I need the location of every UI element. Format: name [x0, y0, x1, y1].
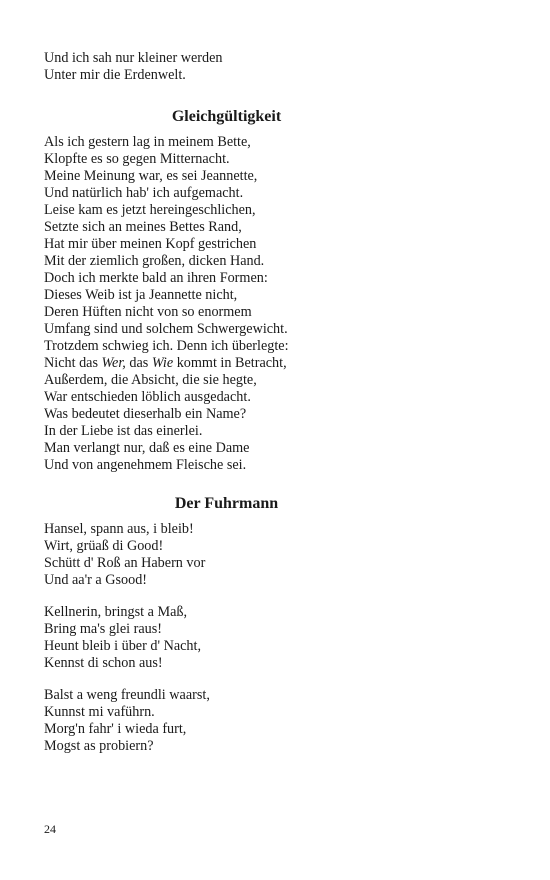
- poem-line: Als ich gestern lag in meinem Bette,: [44, 134, 251, 150]
- line-text: Nicht das: [44, 355, 102, 371]
- poem-line: Balst a weng freundli waarst,: [44, 687, 210, 703]
- poem-line: War entschieden löblich ausgedacht.: [44, 389, 251, 405]
- previous-poem-ending: [44, 50, 222, 84]
- poem-gleichgueltigkeit-body: [44, 134, 289, 474]
- line-text: das: [125, 355, 152, 371]
- poem-line: Außerdem, die Absicht, die sie hegte,: [44, 372, 257, 388]
- poem-line: Schütt d' Roß an Habern vor: [44, 555, 206, 571]
- poem-line: Trotzdem schwieg ich. Denn ich überlegte:: [44, 338, 289, 354]
- poem-line: Unter mir die Erdenwelt.: [44, 67, 186, 83]
- poem-line: Wirt, grüaß di Good!: [44, 538, 164, 554]
- poem-line: Meine Meinung war, es sei Jeannette,: [44, 168, 258, 184]
- poem-line: Kunnst mi vaführn.: [44, 704, 155, 720]
- poem-line: Und aa'r a Gsood!: [44, 572, 148, 588]
- poem-line: Man verlangt nur, daß es eine Dame: [44, 440, 250, 456]
- poem-title-gleichgueltigkeit: Gleichgültigkeit: [171, 108, 282, 125]
- poem-line: Bring ma's glei raus!: [44, 621, 163, 637]
- poem-title-der-fuhrmann: Der Fuhrmann: [174, 495, 279, 512]
- poem-line: Kennst di schon aus!: [44, 655, 163, 671]
- poem-line: Kellnerin, bringst a Maß,: [44, 604, 188, 620]
- emphasized-word-wie: Wie: [151, 355, 174, 371]
- poem-line: Mit der ziemlich großen, dicken Hand.: [44, 253, 265, 269]
- poem-line: Und von angenehmem Fleische sei.: [44, 457, 247, 473]
- poem-line: Morg'n fahr' i wieda furt,: [44, 721, 187, 737]
- emphasized-word-wer: Wer,: [101, 355, 126, 371]
- poem-line: Leise kam es jetzt hereingeschlichen,: [44, 202, 256, 218]
- poem-line: Mogst as probiern?: [44, 738, 154, 754]
- poem-fuhrmann-stanza-2: [44, 604, 201, 672]
- poem-line: Und ich sah nur kleiner werden: [44, 50, 223, 66]
- poem-line: Klopfte es so gegen Mitternacht.: [44, 151, 230, 167]
- poem-line: Deren Hüften nicht von so enormem: [44, 304, 252, 320]
- poem-fuhrmann-stanza-1: [44, 521, 205, 589]
- poem-line-with-emphasis: [44, 355, 289, 372]
- poem-line: Hat mir über meinen Kopf gestrichen: [44, 236, 257, 252]
- poem-line: Heunt bleib i über d' Nacht,: [44, 638, 201, 654]
- poem-line: In der Liebe ist das einerlei.: [44, 423, 203, 439]
- poem-line: Und natürlich hab' ich aufgemacht.: [44, 185, 244, 201]
- poem-line: Doch ich merkte bald an ihren Formen:: [44, 270, 268, 286]
- poem-line: Setzte sich an meines Bettes Rand,: [44, 219, 242, 235]
- poem-line: Umfang sind und solchem Schwergewicht.: [44, 321, 288, 337]
- poem-line: Dieses Weib ist ja Jeannette nicht,: [44, 287, 238, 303]
- poem-fuhrmann-stanza-3: [44, 687, 210, 755]
- poem-line: Was bedeutet dieserhalb ein Name?: [44, 406, 247, 422]
- page-number: 24: [44, 822, 56, 836]
- line-text: kommt in Betracht,: [173, 355, 287, 371]
- poem-line: Hansel, spann aus, i bleib!: [44, 521, 194, 537]
